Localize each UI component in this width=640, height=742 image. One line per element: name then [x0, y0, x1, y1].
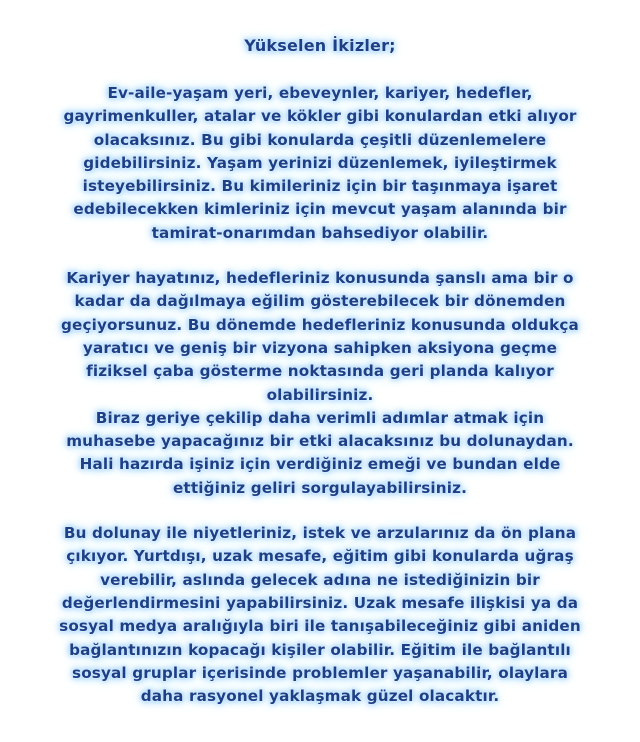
- paragraph-spacer: [0, 500, 640, 522]
- text-line: sosyal medya aralığıyla biri ile tanışabileceğiniz gibi aniden: [59, 617, 581, 636]
- paragraph-career: [20, 267, 620, 500]
- text-line: geçiyorsunuz. Bu dönemde hedefleriniz konusunda oldukça: [61, 315, 579, 334]
- text-line: tamirat-onarımdan bahsediyor olabilir.: [151, 223, 489, 242]
- text-line: gayrimenkuller, atalar ve kökler gibi konulardan etki alıyor: [63, 107, 577, 126]
- text-line: fiziksel çaba gösterme noktasında geri planda kalıyor: [86, 362, 554, 381]
- text-line: Ev-aile-yaşam yeri, ebeveynler, kariyer, hedefler,: [107, 84, 533, 102]
- text-line: Hali hazırda işiniz için verdiğiniz emeği ve bundan elde: [79, 455, 561, 474]
- text-line: daha rasyonel yaklaşmak güzel olacaktır.: [140, 687, 500, 706]
- text-line: Bu dolunay ile niyetleriniz, istek ve arzularınız da ön plana: [63, 524, 577, 543]
- text-line: çıkıyor. Yurtdışı, uzak mesafe, eğitim gibi konularda uğraş: [66, 547, 574, 566]
- text-line: olabilirsiniz.: [266, 385, 374, 404]
- text-line: gidebilirsiniz. Yaşam yerinizi düzenlemek, iyileştirmek: [83, 153, 557, 172]
- text-line: kadar da dağılmaya eğilim gösterebilecek bir dönemden: [74, 292, 566, 311]
- text-line: verebilir, aslında gelecek adına ne istediğinizin bir: [100, 570, 540, 589]
- text-line: Biraz geriye çekilip daha verimli adımlar atmak için: [95, 408, 545, 427]
- text-line: edebilecekken kimleriniz için mevcut yaşam alanında bir: [73, 200, 567, 219]
- paragraph-intentions: [20, 522, 620, 708]
- text-line: Kariyer hayatınız, hedefleriniz konusunda şanslı ama bir o: [66, 269, 574, 288]
- text-line: değerlendirmesini yapabilirsiniz. Uzak mesafe ilişkisi ya da: [61, 593, 579, 612]
- page-title: Yükselen İkizler;: [244, 36, 396, 55]
- text-line: sosyal gruplar içerisinde problemler yaşanabilir, olaylara: [72, 663, 568, 682]
- paragraph-spacer: [0, 245, 640, 267]
- text-line: muhasebe yapacağınız bir etki alacaksınız bu dolunaydan.: [66, 432, 574, 451]
- text-line: bağlantınızın kopacağı kişiler olabilir. Eğitim ile bağlantılı: [69, 640, 571, 659]
- text-line: ettiğiniz geliri sorgulayabilirsiniz.: [172, 478, 467, 497]
- paragraph-home-family: [20, 82, 620, 245]
- text-line: olacaksınız. Bu gibi konularda çeşitli düzenlemelere: [93, 130, 547, 149]
- text-line: isteyebilirsiniz. Bu kimileriniz için bir taşınmaya işaret: [82, 177, 558, 196]
- text-line: yaratıcı ve geniş bir vizyona sahipken aksiyona geçme: [82, 338, 558, 357]
